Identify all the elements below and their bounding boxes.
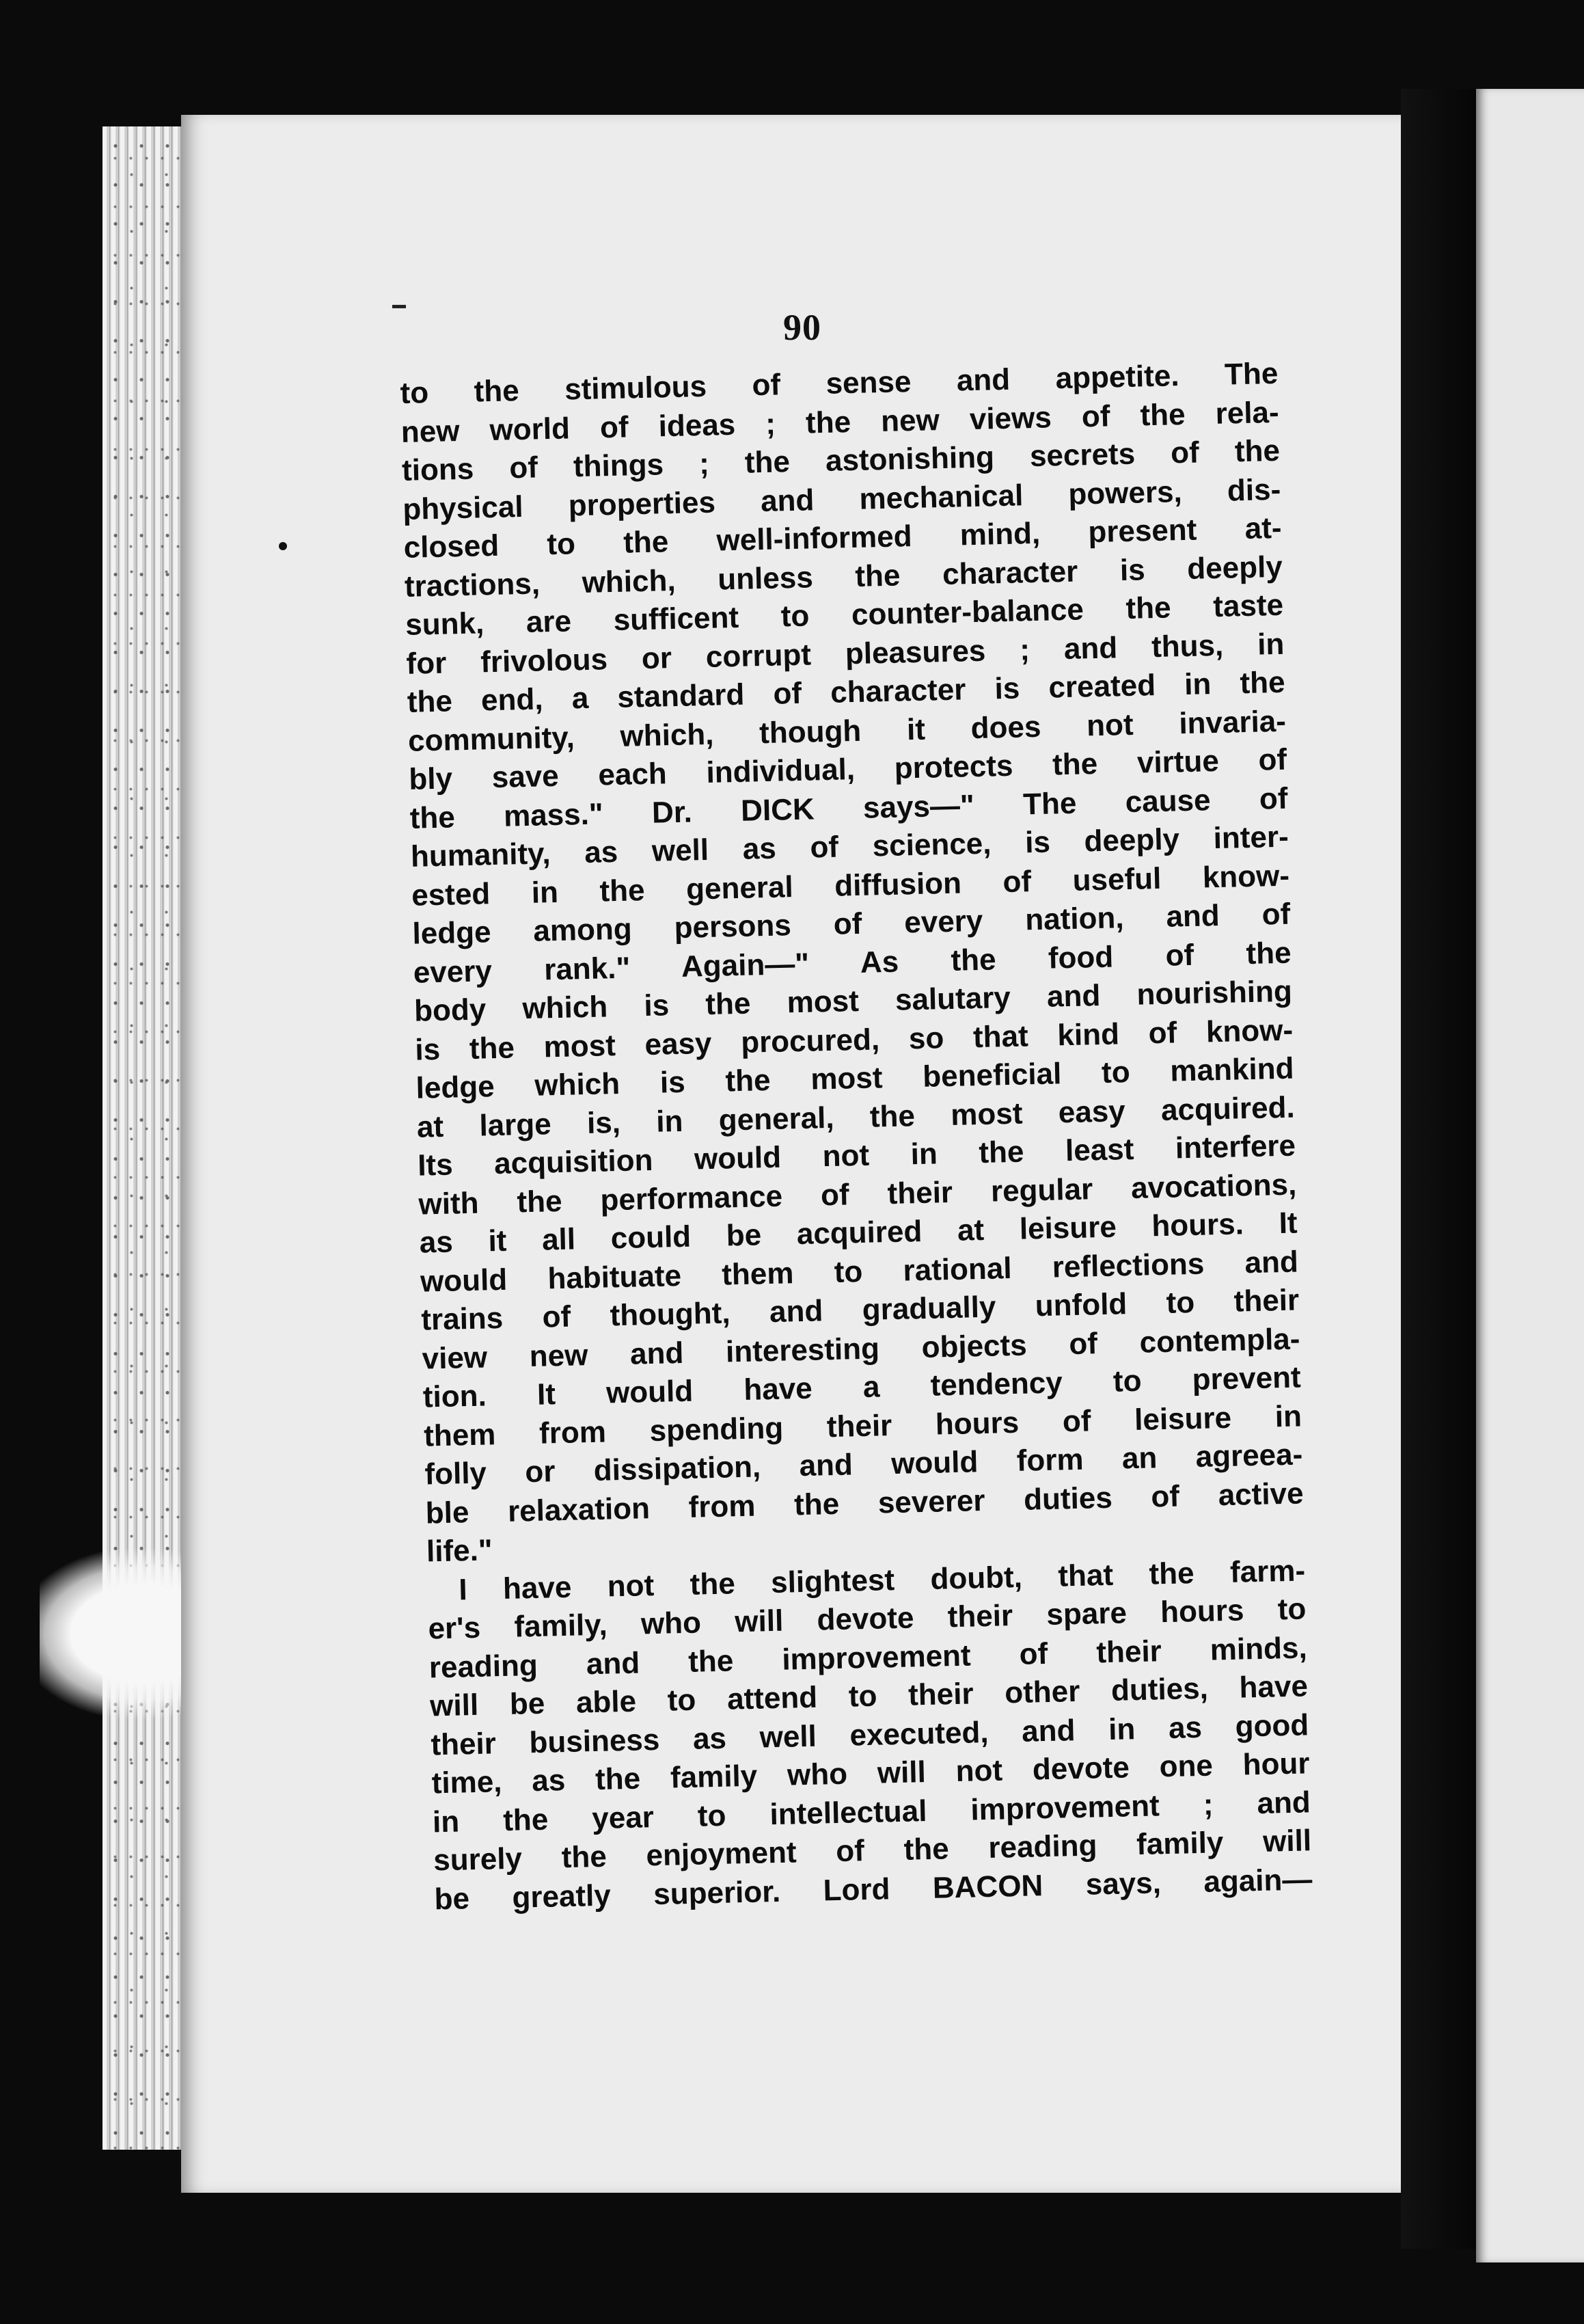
text-line: closed to the well-informed mind, present at- [403, 511, 1282, 565]
text-line: at large is, in general, the most easy acquired. [416, 1090, 1296, 1144]
text-line: new world of ideas ; the new views of the rela- [400, 395, 1280, 449]
text-line: er's family, who will devote their spare hours to [428, 1592, 1307, 1646]
facing-page-edge [1476, 89, 1584, 2262]
text-line: would habituate them to rational reflections and [420, 1245, 1299, 1299]
text-line: tractions, which, unless the character is deeply [404, 550, 1283, 604]
text-line: the mass." Dr. DICK says—" The cause of [409, 781, 1288, 835]
text-line: time, as the family who will not devote one hour [431, 1746, 1310, 1800]
text-line: community, which, though it does not invaria- [407, 704, 1287, 758]
text-line: the end, a standard of character is created in the [407, 665, 1286, 719]
text-line: be greatly superior. Lord BACON says, again— [434, 1862, 1313, 1916]
text-line: in the year to intellectual improvement ; and [432, 1785, 1311, 1839]
text-line: body which is the most salutary and nourishing [413, 974, 1293, 1028]
text-line: them from spending their hours of leisure in [423, 1399, 1302, 1453]
text-line: surely the enjoyment of the reading family will [433, 1824, 1312, 1878]
text-line: ested in the general diffusion of useful know- [411, 859, 1290, 913]
text-line: physical properties and mechanical powers, dis- [402, 472, 1281, 526]
text-line: ledge among persons of every nation, and of [412, 897, 1291, 951]
text-line: tions of things ; the astonishing secrets of the [401, 433, 1281, 487]
text-line: ledge which is the most beneficial to mankind [415, 1051, 1294, 1105]
text-line: to the stimulous of sense and appetite. The [400, 356, 1279, 410]
text-line: every rank." Again—" As the food of the [413, 936, 1292, 990]
text-line: Its acquisition would not in the least interfere [417, 1129, 1296, 1183]
page-number: 90 [783, 307, 821, 348]
text-line: humanity, as well as of science, is deeply inter- [410, 820, 1289, 874]
text-line: I have not the slightest doubt, that the farm- [458, 1553, 1306, 1606]
text-line: bly save each individual, protects the virtue of [408, 742, 1287, 796]
text-line: for frivolous or corrupt pleasures ; and thus, in [406, 627, 1285, 681]
text-line: with the performance of their regular avocations, [418, 1167, 1297, 1221]
text-line: view new and interesting objects of contempla- [422, 1321, 1300, 1376]
gutter-shadow [1401, 89, 1483, 2249]
text-line: folly or dissipation, and would form an agreea- [424, 1437, 1303, 1491]
body-text [400, 355, 1313, 1919]
text-line: as it all could be acquired at leisure hours. It [419, 1206, 1298, 1260]
text-line: reading and the improvement of their minds, [428, 1630, 1308, 1685]
text-line: sunk, are sufficent to counter-balance the taste [405, 588, 1284, 642]
text-line: tion. It would have a tendency to prevent [422, 1360, 1302, 1414]
text-line: their business as well executed, and in as good [430, 1707, 1309, 1761]
text-line: ble relaxation from the severer duties of active [425, 1476, 1305, 1530]
text-line: life." [426, 1533, 493, 1569]
margin-dot [279, 542, 287, 550]
text-line: will be able to attend to their other duties, have [429, 1669, 1309, 1723]
text-line: trains of thought, and gradually unfold to their [420, 1283, 1300, 1337]
text-line: is the most easy procured, so that kind of know- [414, 1013, 1294, 1067]
